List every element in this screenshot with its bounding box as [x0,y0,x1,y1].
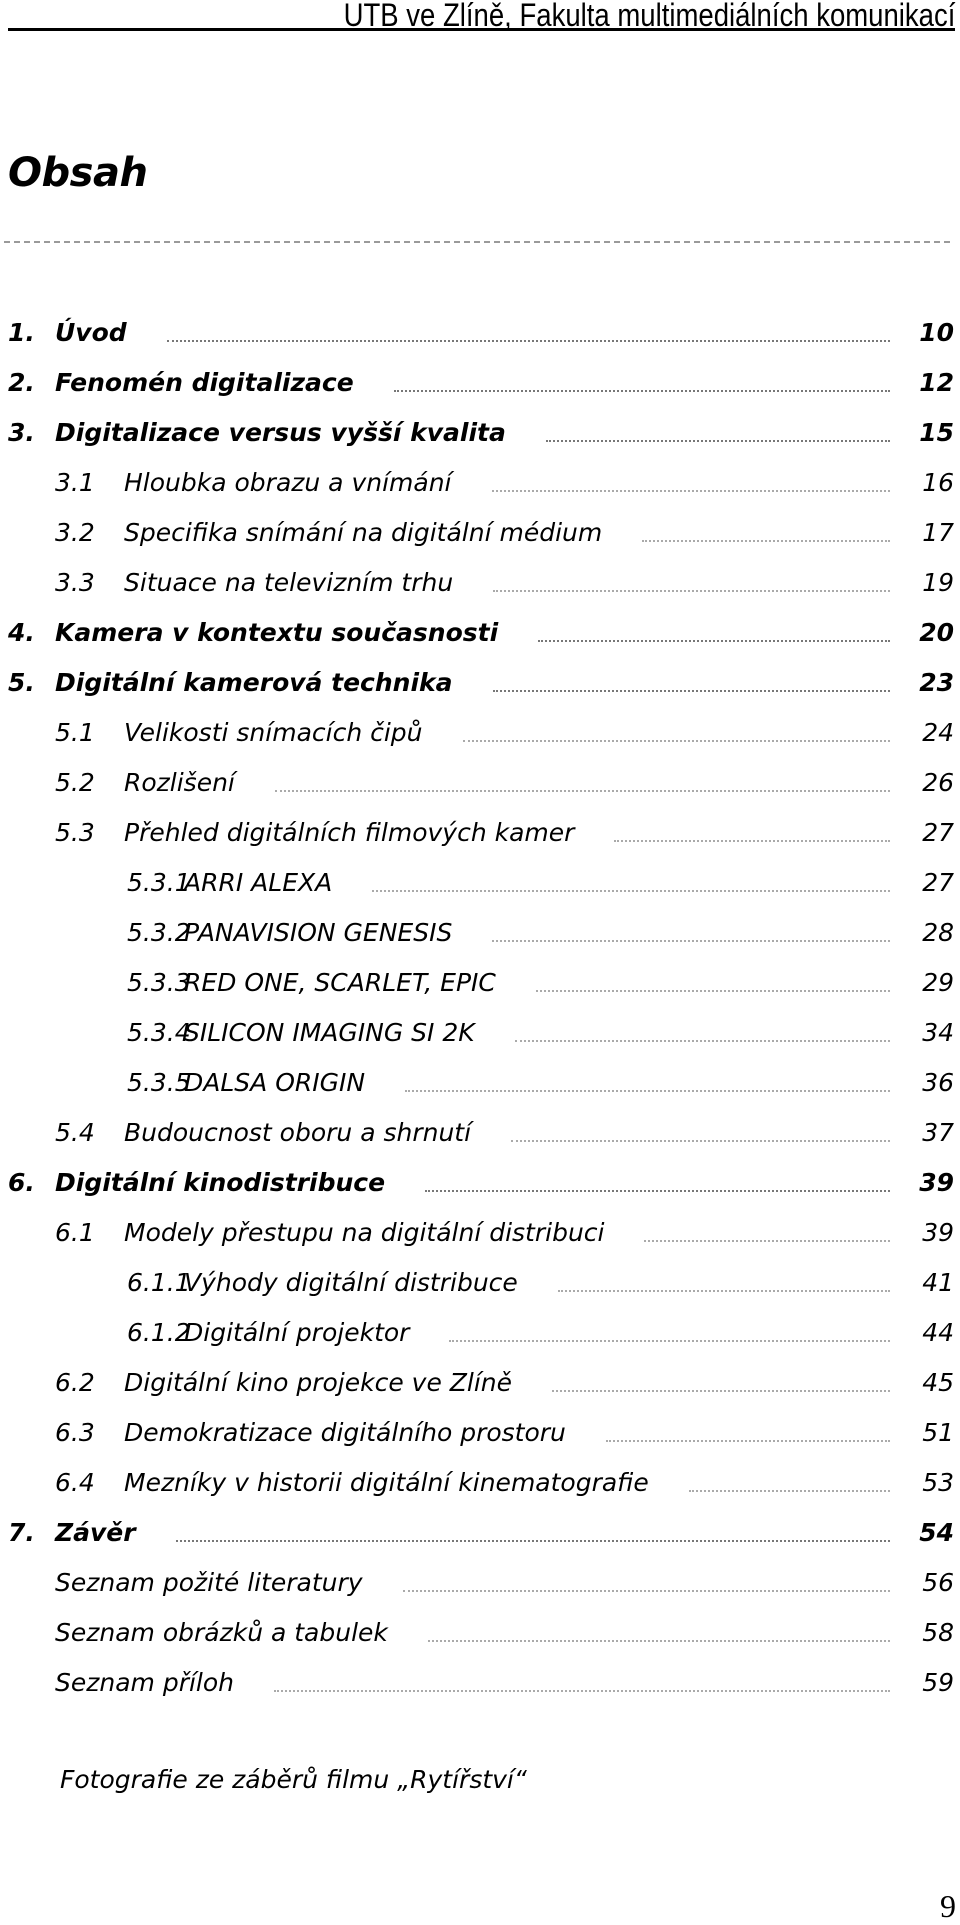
toc-entry-title: ARRI ALEXA [184,867,333,897]
toc-entry-page: 15 [919,417,954,447]
toc-entry-page: 12 [919,367,954,397]
dot-leader [463,740,890,742]
toc-entry-page: 39 [922,1217,954,1247]
toc-entry-page: 39 [919,1167,954,1197]
dot-leader [558,1290,890,1292]
toc-entry-number: 3.2 [55,517,95,547]
toc-entry-number: 6.1.1 [127,1267,191,1297]
toc-entry-page: 45 [922,1367,954,1397]
toc-entry-title: Specifika snímání na digitální médium [124,517,603,547]
toc-entry-page: 54 [919,1517,954,1547]
toc-entry-page: 56 [922,1567,954,1597]
toc-entry-page: 20 [919,617,954,647]
toc-entry[interactable] [0,607,960,657]
toc-entry-title: Digitalizace versus vyšší kvalita [55,417,506,447]
dot-leader [536,990,890,992]
toc-entry[interactable] [0,1307,960,1357]
toc-entry-number: 1. [8,317,35,347]
toc-entry-title: Situace na televizním trhu [124,567,454,597]
toc-entry-title: SILICON IMAGING SI 2K [184,1017,475,1047]
toc-entry[interactable] [0,1457,960,1507]
toc-entry[interactable] [0,1557,960,1607]
dot-leader [606,1440,890,1442]
toc-entry-title: DALSA ORIGIN [184,1067,366,1097]
toc-entry[interactable] [0,507,960,557]
dot-leader [546,440,890,442]
toc-entry[interactable] [0,1157,960,1207]
toc-entry-page: 19 [922,567,954,597]
toc-entry[interactable] [0,657,960,707]
toc-entry-number: 5.3.4 [127,1017,191,1047]
dot-leader [492,490,890,492]
toc-entry[interactable] [0,1357,960,1407]
dot-leader [428,1640,890,1642]
toc-entry-page: 41 [922,1267,954,1297]
title-divider [4,241,950,243]
toc-entry-title: PANAVISION GENESIS [184,917,453,947]
dot-leader [552,1390,890,1392]
toc-entry[interactable] [0,907,960,957]
toc-entry-page: 58 [922,1617,954,1647]
dot-leader [614,840,890,842]
dot-leader [644,1240,890,1242]
toc-entry[interactable] [0,1057,960,1107]
toc-entry-page: 53 [922,1467,954,1497]
toc-entry-page: 51 [922,1417,954,1447]
toc-entry[interactable] [0,1107,960,1157]
toc-entry-number: 6.1.2 [127,1317,191,1347]
toc-entry[interactable] [0,1507,960,1557]
toc-entry-page: 27 [922,817,954,847]
page-title: Obsah [8,150,148,196]
toc-entry-number: 6.1 [55,1217,95,1247]
dot-leader [275,790,890,792]
running-header [8,0,955,31]
toc-entry-number: 4. [8,617,35,647]
dot-leader [493,690,890,692]
toc-entry-number: 5.3 [55,817,95,847]
photo-credit-note: Fotografie ze záběrů filmu „Rytířství“ [60,1765,527,1794]
toc-entry[interactable] [0,857,960,907]
toc-entry-page: 24 [922,717,954,747]
dot-leader [167,340,890,342]
dot-leader [449,1340,890,1342]
toc-entry-page: 10 [919,317,954,347]
dot-leader [372,890,890,892]
toc-entry-title: Digitální kamerová technika [55,667,453,697]
toc-entry[interactable] [0,457,960,507]
toc-entry-page: 36 [922,1067,954,1097]
toc-entry-page: 26 [922,767,954,797]
toc-entry-title: Závěr [55,1517,136,1547]
toc-entry-title: Modely přestupu na digitální distribuci [124,1217,605,1247]
dot-leader [689,1490,890,1492]
toc-entry[interactable] [0,707,960,757]
toc-entry-page: 59 [922,1667,954,1697]
toc-entry-number: 5.3.5 [127,1067,191,1097]
toc-entry-title: Úvod [55,317,127,347]
toc-entry-title: Mezníky v historii digitální kinematografie [124,1467,649,1497]
toc-entry-number: 5.4 [55,1117,95,1147]
toc-entry-title: Kamera v kontextu současnosti [55,617,499,647]
toc-entry[interactable] [0,307,960,357]
toc-entry[interactable] [0,807,960,857]
toc-entry-number: 6. [8,1167,35,1197]
toc-entry[interactable] [0,1257,960,1307]
toc-entry-number: 3.3 [55,567,95,597]
toc-entry[interactable] [0,557,960,607]
toc-entry-title: Seznam příloh [55,1667,235,1697]
toc-entry-title: Hloubka obrazu a vnímání [124,467,452,497]
toc-entry-number: 3.1 [55,467,95,497]
dot-leader [405,1090,890,1092]
toc-entry[interactable] [0,1607,960,1657]
dot-leader [176,1540,890,1542]
toc-entry-number: 5.3.1 [127,867,191,897]
toc-entry-title: Seznam požité literatury [55,1567,363,1597]
toc-entry-number: 5.3.3 [127,967,191,997]
table-of-contents [0,307,960,1707]
toc-entry[interactable] [0,957,960,1007]
toc-entry-number: 2. [8,367,35,397]
toc-entry-title: Budoucnost oboru a shrnutí [124,1117,472,1147]
dot-leader [274,1690,890,1692]
dot-leader [515,1040,890,1042]
toc-entry-number: 7. [8,1517,35,1547]
toc-entry[interactable] [0,1657,960,1707]
toc-entry-number: 5.2 [55,767,95,797]
toc-entry-title: Demokratizace digitálního prostoru [124,1417,566,1447]
toc-entry-title: Digitální kino projekce ve Zlíně [124,1367,513,1397]
toc-entry-number: 5. [8,667,35,697]
toc-entry-title: Digitální projektor [184,1317,410,1347]
toc-entry-page: 34 [922,1017,954,1047]
toc-entry-page: 29 [922,967,954,997]
dot-leader [642,540,890,542]
toc-entry-title: Seznam obrázků a tabulek [55,1617,388,1647]
dot-leader [493,590,890,592]
toc-entry-page: 27 [922,867,954,897]
dot-leader [403,1590,890,1592]
page-number: 9 [940,1888,956,1924]
toc-entry[interactable] [0,1207,960,1257]
toc-entry[interactable] [0,357,960,407]
dot-leader [394,390,890,392]
toc-entry-title: Digitální kinodistribuce [55,1167,386,1197]
toc-entry-page: 23 [919,667,954,697]
toc-entry-title: Velikosti snímacích čipů [124,717,423,747]
toc-entry-number: 3. [8,417,35,447]
toc-entry[interactable] [0,407,960,457]
toc-entry[interactable] [0,757,960,807]
dot-leader [492,940,890,942]
toc-entry-title: Přehled digitálních filmových kamer [124,817,575,847]
toc-entry[interactable] [0,1007,960,1057]
toc-entry-page: 37 [922,1117,954,1147]
toc-entry-page: 16 [922,467,954,497]
toc-entry-number: 6.2 [55,1367,95,1397]
toc-entry-number: 5.1 [55,717,95,747]
toc-entry-title: RED ONE, SCARLET, EPIC [184,967,496,997]
toc-entry[interactable] [0,1407,960,1457]
dot-leader [538,640,890,642]
toc-entry-title: Fenomén digitalizace [55,367,354,397]
dot-leader [511,1140,890,1142]
toc-entry-page: 44 [922,1317,954,1347]
toc-entry-title: Rozlišení [124,767,235,797]
toc-entry-title: Výhody digitální distribuce [184,1267,518,1297]
dot-leader [425,1190,890,1192]
toc-entry-number: 6.4 [55,1467,95,1497]
toc-entry-page: 17 [922,517,954,547]
toc-entry-page: 28 [922,917,954,947]
toc-entry-number: 6.3 [55,1417,95,1447]
running-title: UTB ve Zlíně, Fakulta multimediálních komunikací [343,0,955,33]
toc-entry-number: 5.3.2 [127,917,191,947]
